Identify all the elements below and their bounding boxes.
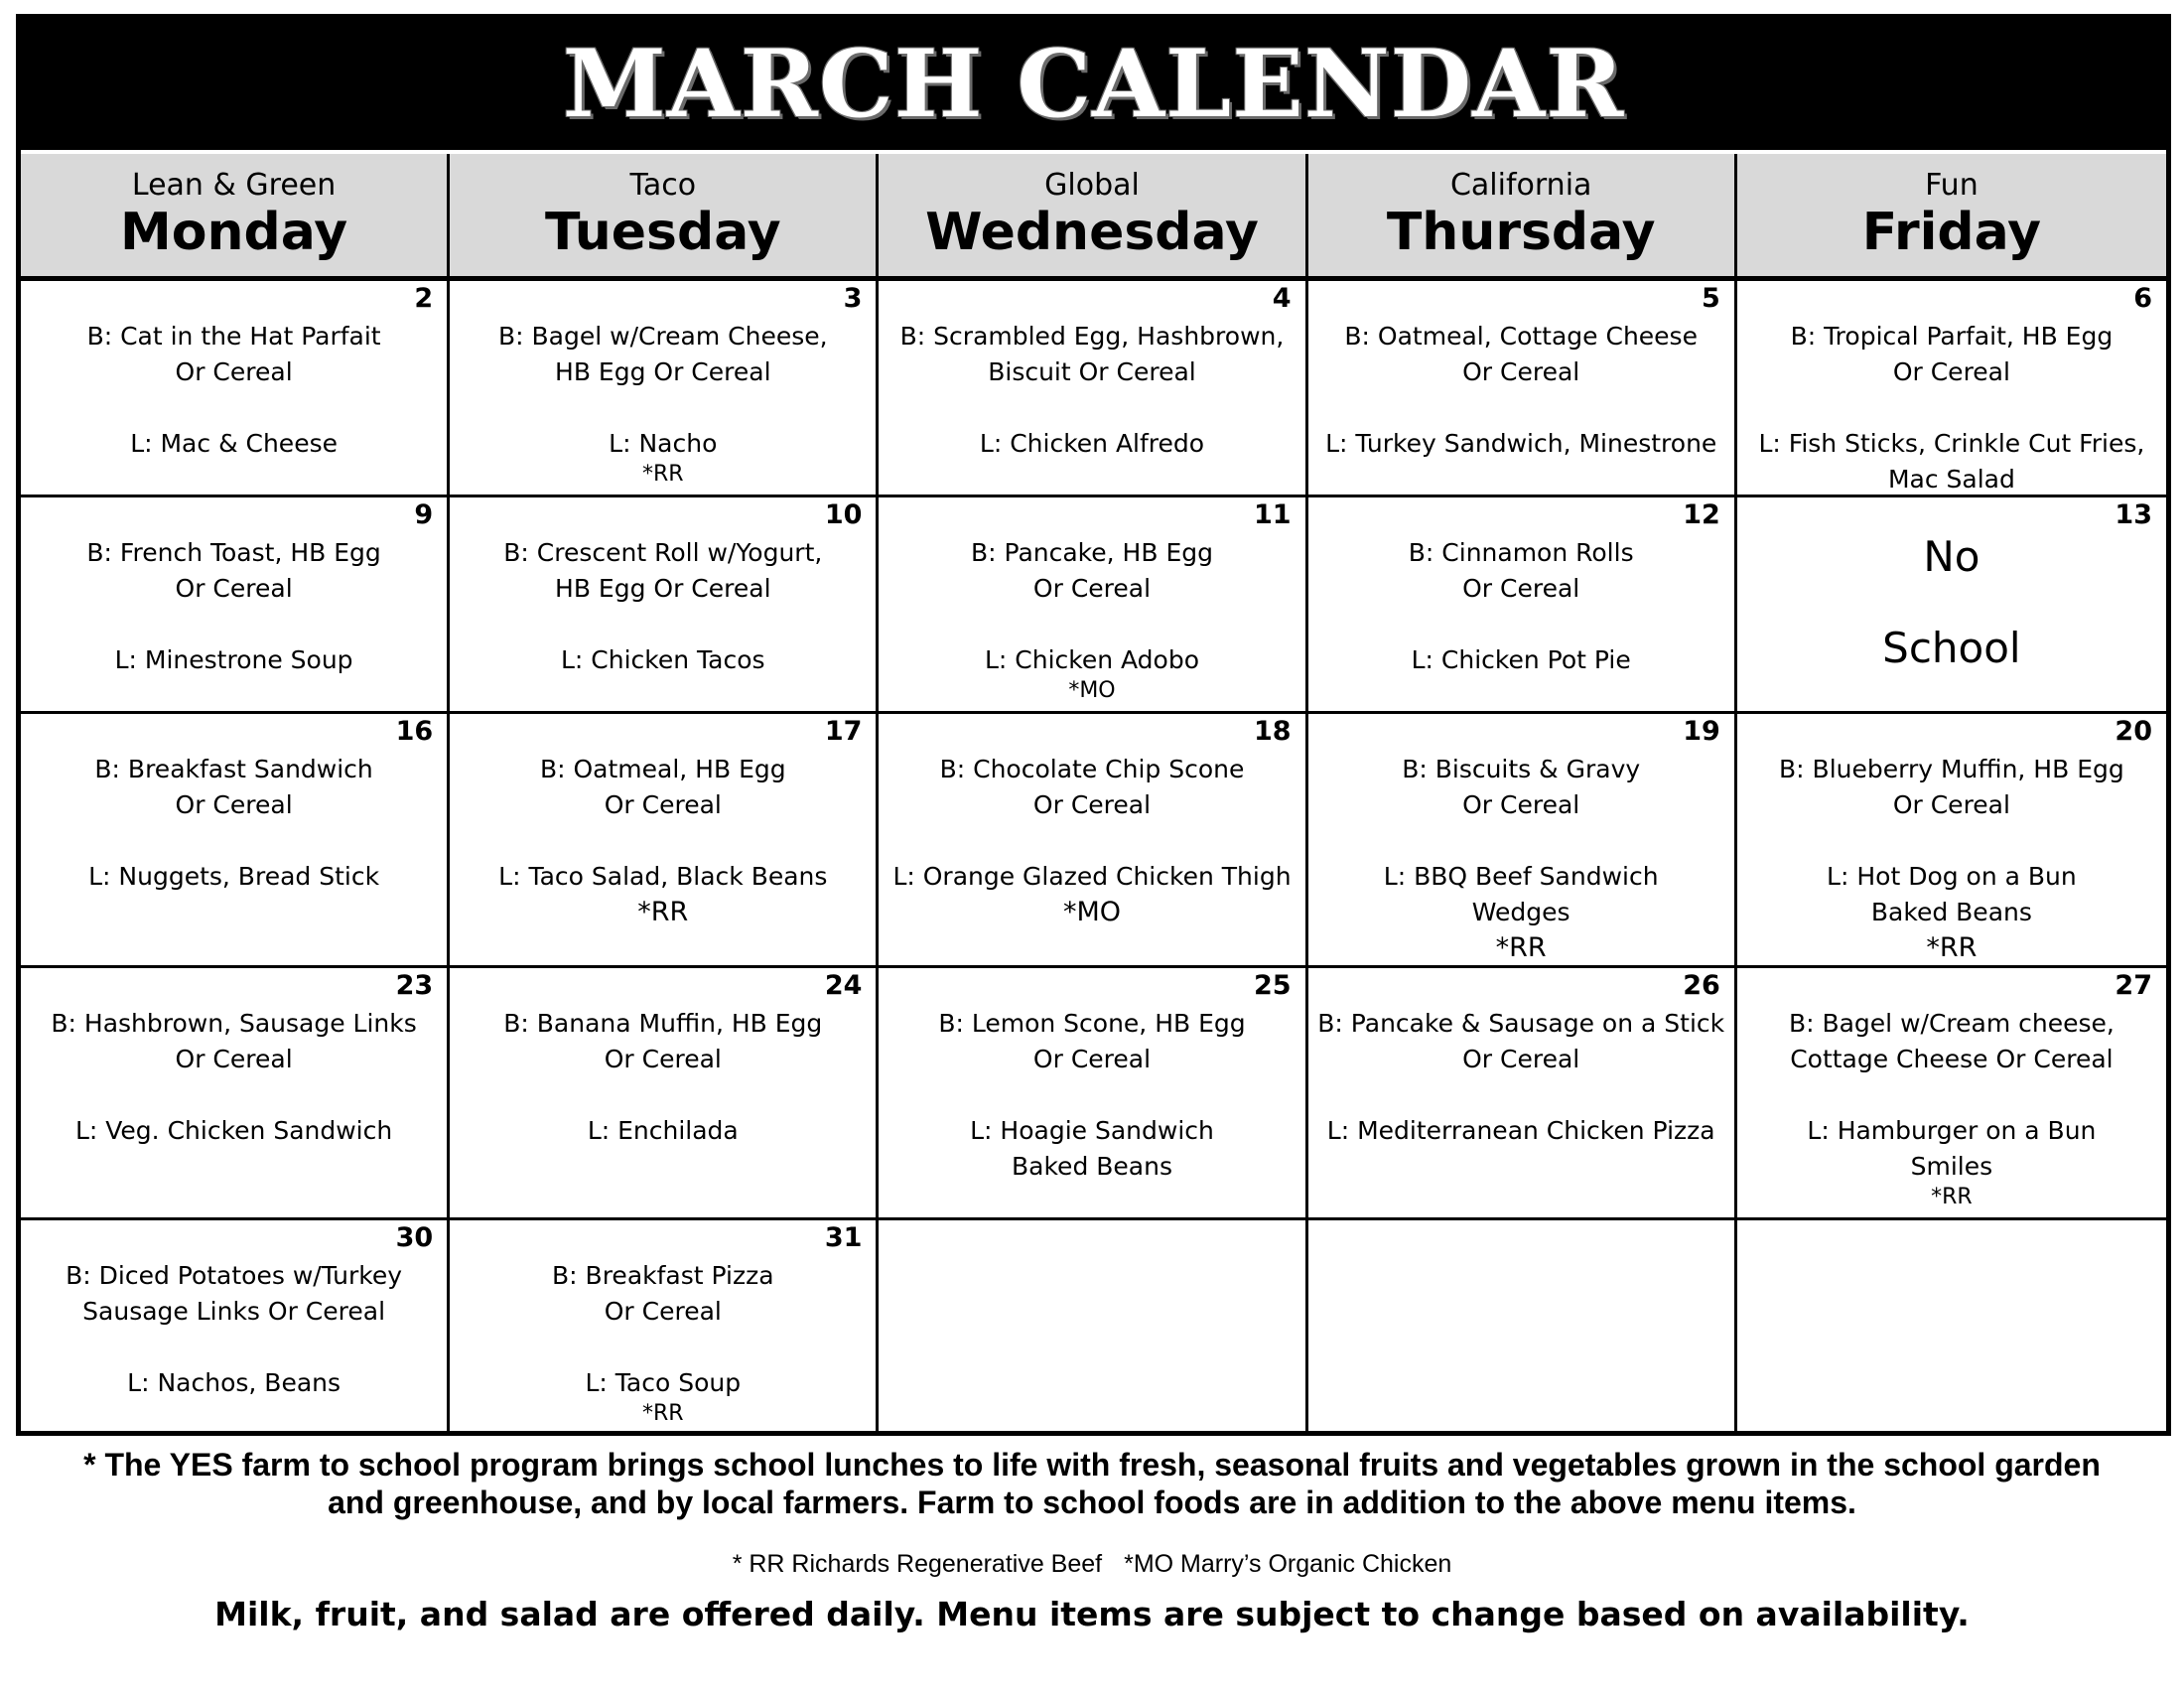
day-cell (21, 497, 450, 714)
day-theme: Lean & Green (131, 167, 337, 203)
lunch-item: L: BBQ Beef Sandwich Wedges (1383, 862, 1659, 926)
lunch-item: L: Chicken Tacos (561, 645, 765, 674)
day-cell (1308, 968, 1737, 1220)
date-number: 11 (1254, 499, 1292, 530)
date-number: 18 (1254, 716, 1292, 747)
lunch-item: L: Chicken Pot Pie (1411, 645, 1631, 674)
breakfast-item: B: Pancake & Sausage on a Stick Or Cereal (1317, 1009, 1725, 1073)
breakfast-item: B: Crescent Roll w/Yogurt, HB Egg Or Cereal (503, 538, 823, 603)
day-cell (1308, 281, 1737, 497)
date-number: 5 (1702, 283, 1720, 314)
date-number: 24 (824, 970, 863, 1001)
day-name: Monday (120, 202, 348, 262)
day-cell (879, 714, 1307, 968)
day-cell (1308, 497, 1737, 714)
menu-calendar (16, 14, 2171, 1436)
day-cell (1737, 714, 2166, 968)
breakfast-item: B: Breakfast Pizza Or Cereal (552, 1261, 774, 1326)
breakfast-item: B: Oatmeal, Cottage Cheese Or Cereal (1344, 322, 1698, 386)
lunch-item: L: Taco Salad, Black Beans (498, 862, 828, 891)
breakfast-item: B: Cinnamon Rolls Or Cereal (1408, 538, 1634, 603)
date-number: 9 (414, 499, 434, 530)
breakfast-item: B: Scrambled Egg, Hashbrown, Biscuit Or Cereal (899, 322, 1285, 386)
day-theme: California (1449, 167, 1592, 203)
lunch-item: L: Taco Soup (585, 1368, 742, 1397)
lunch-item: L: Mediterranean Chicken Pizza (1326, 1116, 1715, 1145)
lunch-item: L: Enchilada (587, 1116, 739, 1145)
lunch-item: L: Nuggets, Bread Stick (88, 862, 380, 891)
date-number: 13 (2115, 499, 2152, 530)
calendar-title: MARCH CALENDAR (562, 30, 1625, 139)
source-tag: *MO (1068, 678, 1116, 703)
day-cell (1737, 281, 2166, 497)
day-name: Tuesday (544, 202, 781, 262)
lunch-item: L: Turkey Sandwich, Minestrone (1325, 429, 1717, 458)
lunch-item: L: Hot Dog on a Bun Baked Beans (1827, 862, 2077, 926)
date-number: 27 (2115, 970, 2152, 1001)
date-number: 25 (1254, 970, 1292, 1001)
daily-offer-note: Milk, fruit, and salad are offered daily. Menu items are subject to change based on availability. (214, 1595, 1970, 1633)
day-theme: Taco (629, 167, 697, 203)
breakfast-item: B: Bagel w/Cream cheese, Cottage Cheese Or Cereal (1788, 1009, 2115, 1073)
title-banner (21, 19, 2166, 150)
source-tag: *RR (642, 462, 684, 487)
day-cell (1737, 1220, 2166, 1431)
day-cell (879, 1220, 1307, 1431)
day-theme: Global (1044, 167, 1140, 203)
date-number: 10 (824, 499, 863, 530)
day-cell (21, 714, 450, 968)
date-number: 6 (2133, 283, 2152, 314)
breakfast-item: B: Cat in the Hat Parfait Or Cereal (86, 322, 381, 386)
breakfast-item: B: Blueberry Muffin, HB Egg Or Cereal (1779, 755, 2124, 819)
date-number: 26 (1683, 970, 1720, 1001)
date-number: 31 (824, 1222, 863, 1253)
day-name: Friday (1861, 202, 2042, 262)
source-tag: *RR (1495, 932, 1547, 963)
lunch-item: L: Mac & Cheese (130, 429, 338, 458)
breakfast-item: B: Banana Muffin, HB Egg Or Cereal (503, 1009, 823, 1073)
date-number: 20 (2115, 716, 2152, 747)
day-header-tuesday (450, 154, 879, 281)
day-header-friday (1737, 154, 2166, 281)
day-name: Thursday (1386, 202, 1656, 262)
lunch-item: L: Orange Glazed Chicken Thigh (892, 862, 1292, 891)
day-header-thursday (1308, 154, 1737, 281)
lunch-item: L: Chicken Alfredo (979, 429, 1205, 458)
day-cell (450, 714, 879, 968)
calendar-grid (21, 150, 2166, 1431)
date-number: 4 (1272, 283, 1292, 314)
breakfast-item: B: Hashbrown, Sausage Links Or Cereal (51, 1009, 417, 1073)
source-tag: *RR (642, 1401, 684, 1426)
date-number: 17 (824, 716, 863, 747)
lunch-item: L: Minestrone Soup (114, 645, 353, 674)
legend-rr: * RR Richards Regenerative Beef (732, 1550, 1103, 1578)
date-number: 16 (395, 716, 434, 747)
source-tag: *RR (1931, 1185, 1973, 1209)
day-cell (450, 1220, 879, 1431)
date-number: 2 (414, 283, 434, 314)
day-cell (450, 281, 879, 497)
day-cell (21, 1220, 450, 1431)
breakfast-item: B: Oatmeal, HB Egg Or Cereal (539, 755, 786, 819)
day-header-wednesday (879, 154, 1307, 281)
source-tag: *RR (637, 897, 689, 927)
day-cell (1737, 968, 2166, 1220)
day-theme: Fun (1925, 167, 1979, 203)
breakfast-item: B: Lemon Scone, HB Egg Or Cereal (938, 1009, 1246, 1073)
lunch-item: L: Veg. Chicken Sandwich (74, 1116, 393, 1145)
day-cell (21, 968, 450, 1220)
day-cell (879, 497, 1307, 714)
breakfast-item: B: Biscuits & Gravy Or Cereal (1402, 755, 1641, 819)
legend (0, 1550, 2184, 1579)
lunch-item: L: Nacho (609, 429, 718, 458)
day-cell (1737, 497, 2166, 714)
lunch-item: L: Fish Sticks, Crinkle Cut Fries, Mac Salad (1758, 429, 2145, 494)
date-number: 30 (395, 1222, 434, 1253)
source-tag: *MO (1062, 897, 1122, 927)
day-name: Wednesday (925, 202, 1259, 262)
date-number: 3 (843, 283, 863, 314)
day-cell (1308, 714, 1737, 968)
date-number: 23 (395, 970, 434, 1001)
farm-to-school-note: * The YES farm to school program brings school lunches to life with fresh, seasonal fruits and vegetables grown in the school garden and greenhouse, and by local farmers. Farm to school foods are in addition to the above menu items. (83, 1447, 2101, 1520)
legend-mo: *MO Marry’s Organic Chicken (1124, 1550, 1452, 1578)
breakfast-item: B: Chocolate Chip Scone Or Cereal (939, 755, 1245, 819)
day-cell (450, 968, 879, 1220)
day-cell (450, 497, 879, 714)
day-cell (879, 968, 1307, 1220)
lunch-item: L: Chicken Adobo (984, 645, 1200, 674)
lunch-item: L: Hoagie Sandwich Baked Beans (970, 1116, 1214, 1181)
day-header-monday (21, 154, 450, 281)
breakfast-item: B: Pancake, HB Egg Or Cereal (970, 538, 1213, 603)
lunch-item: L: Hamburger on a Bun Smiles (1807, 1116, 2097, 1181)
breakfast-item: B: Diced Potatoes w/Turkey Sausage Links Or Cereal (66, 1261, 403, 1326)
breakfast-item: B: French Toast, HB Egg Or Cereal (86, 538, 381, 603)
breakfast-item: B: Breakfast Sandwich Or Cereal (94, 755, 373, 819)
day-cell (21, 281, 450, 497)
lunch-item: L: Nachos, Beans (127, 1368, 341, 1397)
breakfast-item: B: Bagel w/Cream Cheese, HB Egg Or Cereal (497, 322, 828, 386)
day-cell (879, 281, 1307, 497)
source-tag: *RR (1926, 932, 1978, 963)
breakfast-item: B: Tropical Parfait, HB Egg Or Cereal (1790, 322, 2114, 386)
day-cell (1308, 1220, 1737, 1431)
no-school-notice: No School (1882, 532, 2021, 672)
date-number: 12 (1683, 499, 1720, 530)
date-number: 19 (1683, 716, 1720, 747)
